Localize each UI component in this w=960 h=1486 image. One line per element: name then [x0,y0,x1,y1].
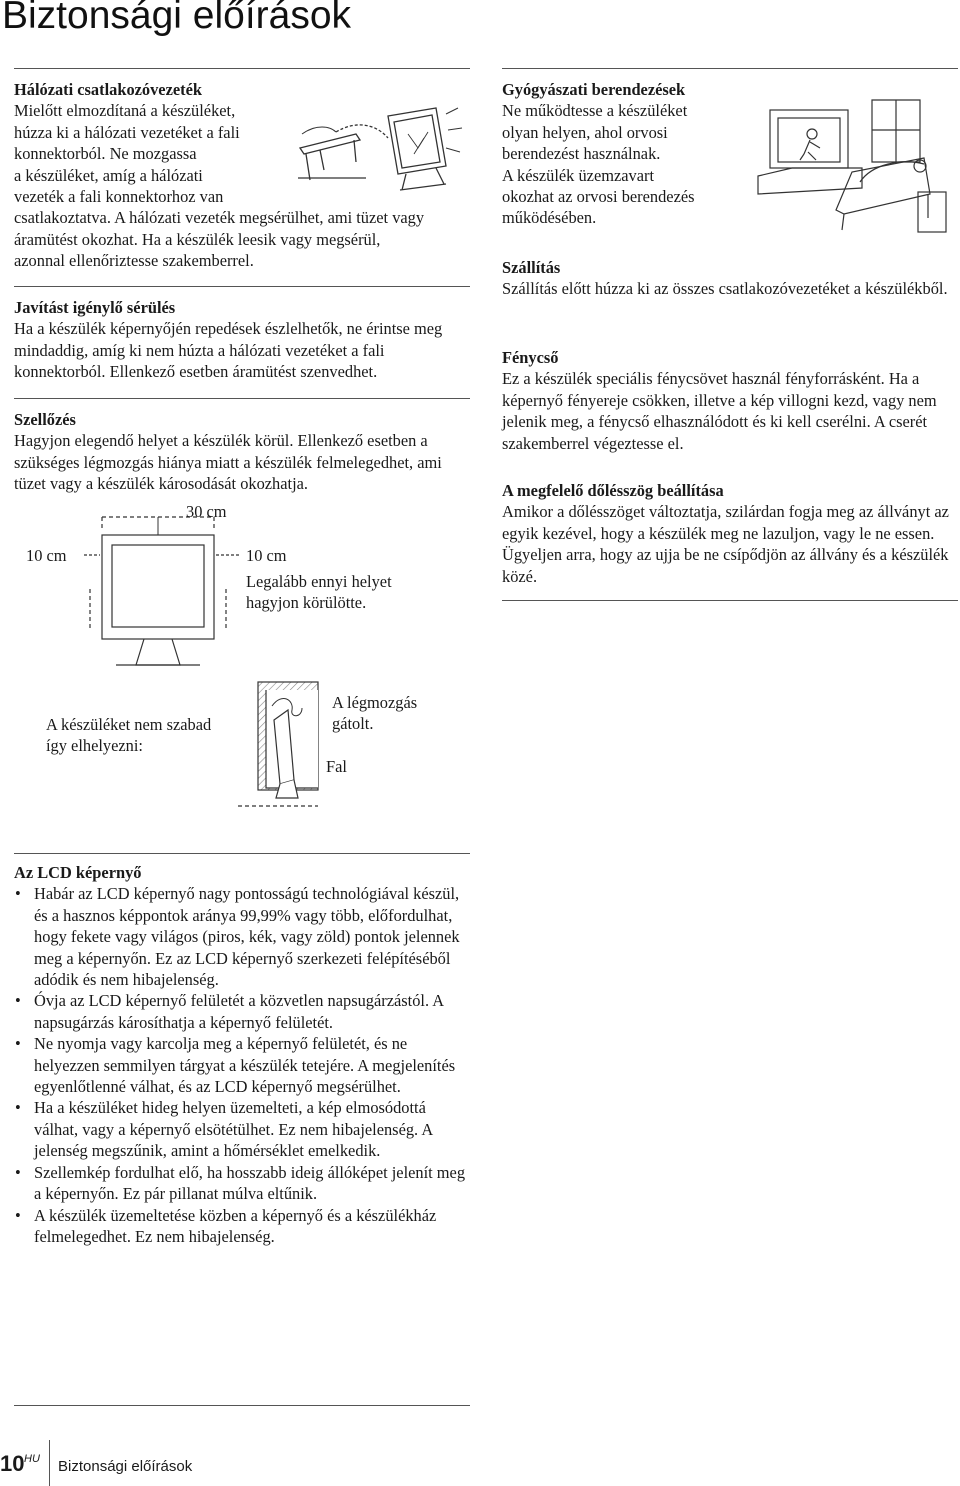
rule-halozati [14,68,470,69]
list-item: • Habár az LCD képernyő nagy pontosságú technológiával készül, és a hasznos képpontok aránya 99,99% vagy több, előfordulhat, hogy fekete vagy világos (piros, kék, vagy zöld) pontok jelennek meg a képernyőn. Ez az LCD képernyő szerkezeti felépítéséből adódik és nem hibajelenség. [14,883,470,990]
rule-szellozes [14,398,470,399]
section-text: Szállítás előtt húzza ki az összes csatlakozóvezetéket a készülékből. [502,279,948,299]
text-line: azonnal ellenőriztesse szakemberrel. [14,251,254,271]
clearance-note-line: Legalább ennyi helyet [246,572,392,591]
airflow-label-line: gátolt. [332,714,374,733]
text-line: berendezést használnak. [502,144,661,164]
wall-caption-line: A készüléket nem szabad [46,715,212,734]
text-line: Mielőtt elmozdítaná a készüléket, [14,101,236,121]
section-dolesszog [502,480,957,587]
wall-label: Fal [326,757,347,776]
text-line: áramütést okozhat. Ha a készülék leesik vagy megsérül, [14,229,381,249]
section-lcd [14,862,470,1247]
section-fenycso [502,347,957,454]
text-line: konnektorból. Ne mozgassa [14,144,197,164]
section-text: Ha a készülék képernyőjén repedések észlelhetők, ne érintse meg mindaddig, amíg ki nem húzta a hálózati vezetéket a fali konnektorból. Ellenkező esetben áramütést szenvedhet. [14,319,443,382]
section-text: Amikor a dőlésszöget változtatja, szilárdan fogja meg az állványt az egyik kezével, hogy a készülék meg ne lazuljon, vagy le ne essen. Ügyeljen arra, hogy az ujja be ne csípődjön az állvány és a készülék közé. [502,502,949,586]
list-item: • Szellemkép fordulhat elő, ha hosszabb ideig állóképet jelenít meg a képernyőn. Ez pár pillanat múlva eltűnik. [14,1162,470,1205]
wall-caption-line: így elhelyezni: [46,736,143,755]
clearance-note-line: hagyjon körülötte. [246,593,367,612]
text-line: a készüléket, amíg a hálózati [14,165,203,185]
list-item: • Ne nyomja vagy karcolja meg a képernyő felületét, és ne helyezzen semmilyen tárgyat a készülék tetejére. A megjelenítés egyenlőtlenné válhat, és az LCD képernyő megsérülhet. [14,1033,470,1097]
section-title: A megfelelő dőlésszög beállítása [502,481,724,500]
text-line: okozhat az orvosi berendezés [502,187,695,207]
tv-falling-illustration [296,104,464,194]
list-item: • Óvja az LCD képernyő felületét a közvetlen napsugárzástól. A napsugárzás károsíthatja a képernyő felületét. [14,990,470,1033]
section-title: Gyógyászati berendezések [502,80,686,99]
hospital-room-illustration [752,98,952,234]
lcd-bullet-list [14,883,470,1247]
footer-title: Biztonsági előírások [58,1458,193,1475]
text-line: csatlakoztatva. A hálózati vezeték megsérülhet, ami tüzet vagy [14,208,425,228]
text-line: vezeték a fali konnektorhoz van [14,187,224,207]
rule-right-bottom [502,600,958,601]
section-title: Hálózati csatlakozóvezeték [14,80,202,99]
clearance-right-label: 10 cm [246,546,287,565]
rule-gyogyaszati [502,68,958,69]
section-text: Ez a készülék speciális fénycsövet használ fényforrásként. Ha a képernyő fényereje csökken, illetve a kép villogni kezd, vagy nem jelenik meg, a fénycső elhasználódott és ki kell cserélni. A cserét szakemberrel végeztesse el. [502,369,937,453]
section-title: Az LCD képernyő [14,863,142,882]
list-item: • A készülék üzemeltetése közben a képernyő és a készülékház felmelegedhet. Ez nem hibajelenség. [14,1205,470,1248]
list-item: • Ha a készüléket hideg helyen üzemelteti, a kép elmosódottá válhat, vagy a képernyő elsötétülhet. Ez nem hibajelenség. A jelenség megszűnik, amint a hőmérséklet emelkedik. [14,1097,470,1161]
text-line: olyan helyen, ahol orvosi [502,122,668,142]
section-title: Fénycső [502,348,559,367]
clearance-left-label: 10 cm [26,546,67,565]
section-title: Szállítás [502,258,561,277]
text-line: Ne működtesse a készüléket [502,101,688,121]
text-line: működésében. [502,208,597,228]
rule-javitast [14,286,470,287]
page-number: 10 [0,1451,25,1476]
text-line: A készülék üzemzavart [502,165,654,185]
text-line: húzza ki a hálózati vezetéket a fali [14,122,240,142]
rule-lcd-top [14,853,470,854]
section-gyogyaszati [502,79,752,229]
section-title: Javítást igénylő sérülés [14,298,176,317]
rule-lcd-bottom [14,1405,470,1406]
section-title: Szellőzés [14,410,76,429]
airflow-label-line: A légmozgás [332,693,418,712]
section-szallitas [502,257,957,300]
wall-placement-diagram [236,680,336,810]
section-text: Hagyjon elegendő helyet a készülék körül. Ellenkező esetben a szükséges légmozgás hiánya miatt a készülék felmelegedhet, ami tüzet vagy a készülék károsodását okozhatja. [14,431,442,494]
clearance-top-label: 30 cm [186,502,227,521]
language-code: HU [24,1453,40,1465]
page-title: Biztonsági előírások [2,0,352,37]
section-javitast [14,297,470,383]
footer-divider [49,1440,50,1486]
clearance-diagram [80,505,250,685]
section-szellozes [14,409,470,495]
